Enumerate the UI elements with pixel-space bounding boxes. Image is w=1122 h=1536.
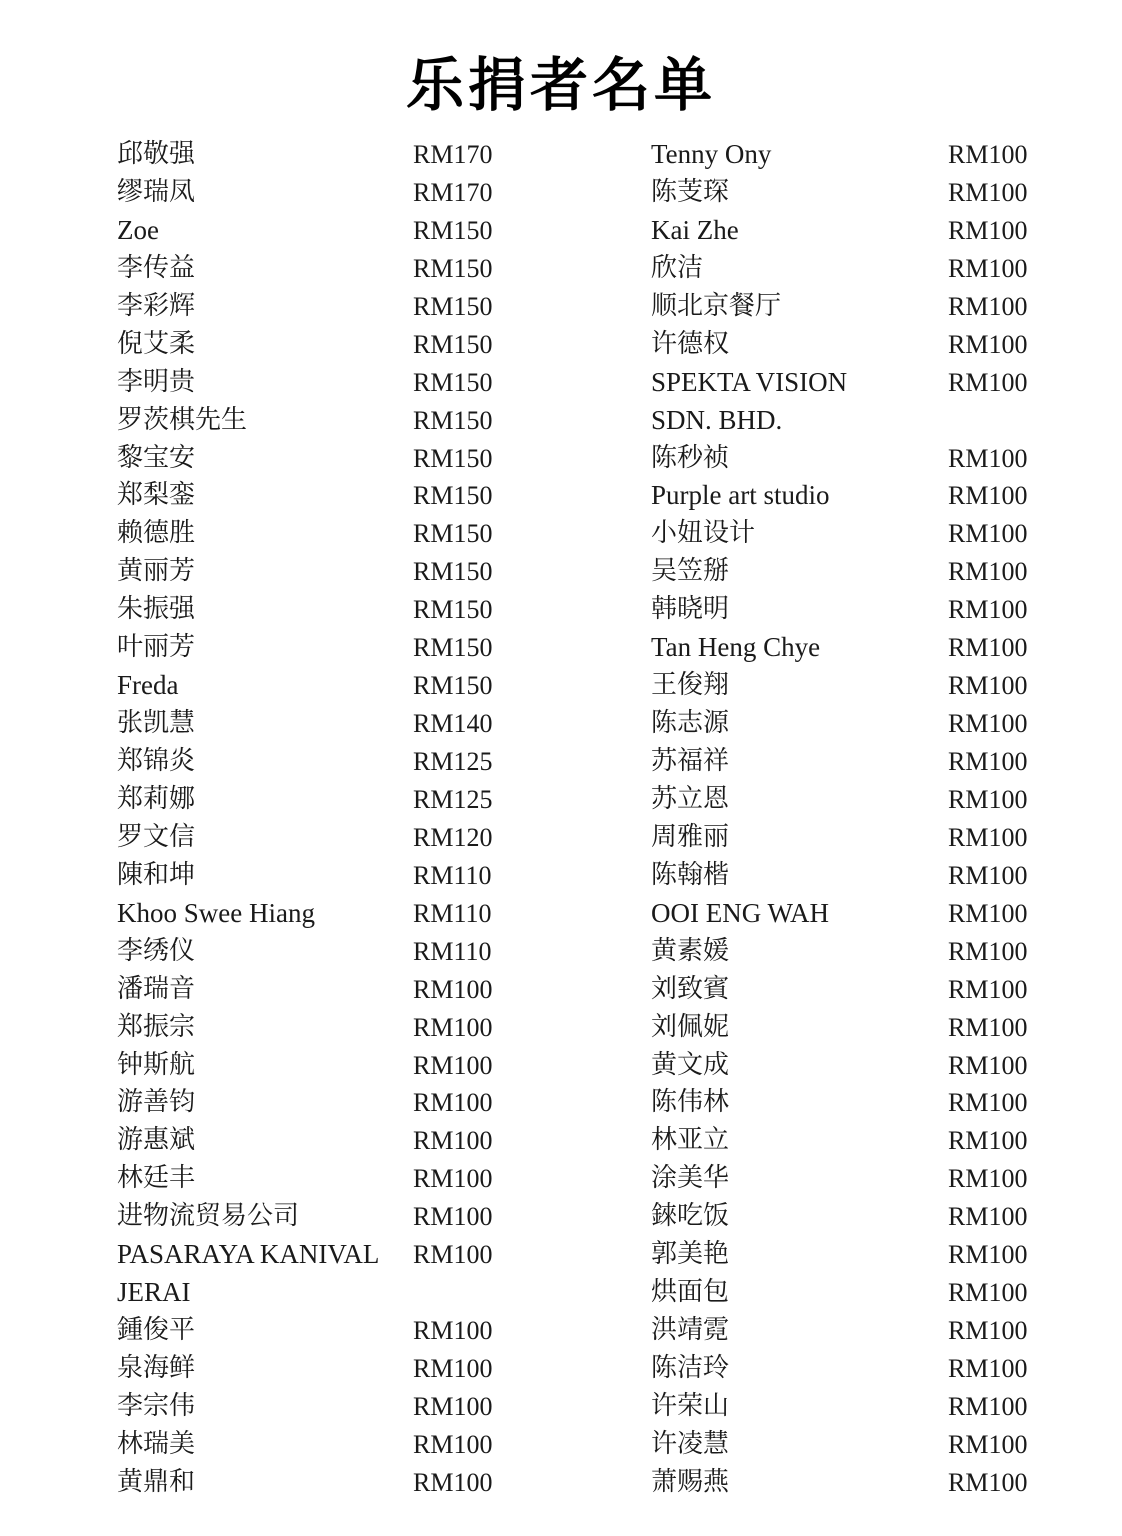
donor-row	[651, 326, 1051, 364]
donor-name: 罗文信	[117, 821, 196, 852]
donor-name: JERAI	[117, 1277, 191, 1308]
donor-name: SPEKTA VISION	[651, 366, 848, 397]
donor-row	[117, 705, 517, 743]
donor-name: 周雅丽	[651, 821, 730, 852]
donor-name: 黄素媛	[651, 935, 730, 966]
donor-name: 许荣山	[651, 1390, 730, 1421]
donor-name: Tan Heng Chye	[651, 632, 821, 663]
donor-row	[117, 667, 517, 705]
donor-row	[651, 819, 1051, 857]
donor-name: 陈翰楷	[651, 859, 730, 890]
donor-name: 许凌慧	[651, 1428, 730, 1459]
donation-amount: RM150	[413, 215, 493, 245]
donor-name: 欣洁	[651, 252, 704, 283]
donor-row	[651, 1009, 1051, 1047]
donor-row	[117, 819, 517, 857]
donation-amount: RM125	[413, 747, 493, 776]
page-title: 乐捐者名单	[405, 51, 716, 119]
donor-row	[651, 743, 1051, 781]
donation-amount: RM100	[948, 253, 1028, 283]
donor-name: 錸吃饭	[651, 1201, 730, 1232]
donor-row	[651, 1160, 1051, 1198]
donor-name: 苏立恩	[651, 783, 730, 814]
donation-amount: RM100	[413, 1467, 493, 1497]
donor-row	[117, 1350, 517, 1388]
donor-row	[117, 553, 517, 591]
donation-amount: RM100	[948, 215, 1028, 245]
donation-amount: RM100	[413, 1354, 493, 1383]
donor-name: SDN. BHD.	[651, 404, 783, 435]
donor-row	[651, 971, 1051, 1009]
donor-row	[117, 971, 517, 1009]
donation-amount: RM100	[413, 1202, 493, 1232]
donor-row	[651, 1122, 1051, 1160]
donor-row	[651, 629, 1051, 667]
donor-name: 吴笠掰	[651, 556, 730, 587]
donation-amount: RM100	[413, 1391, 493, 1421]
donation-amount: RM100	[948, 1126, 1028, 1156]
donor-row	[651, 933, 1051, 971]
donor-name: 苏福祥	[651, 746, 730, 776]
donor-name: 涂美华	[651, 1163, 730, 1194]
donor-name: 邱敬强	[117, 139, 196, 169]
donor-name: 李绣仪	[117, 935, 196, 966]
donor-row	[651, 212, 1051, 250]
donation-amount: RM150	[413, 367, 493, 397]
donor-row	[651, 1198, 1051, 1236]
donation-amount: RM150	[413, 481, 493, 511]
donor-row	[117, 1236, 517, 1274]
donor-row	[117, 1312, 517, 1350]
donor-row	[117, 629, 517, 667]
donor-name: Freda	[117, 670, 179, 701]
donor-row	[651, 402, 1051, 440]
donor-name: 钟斯航	[117, 1049, 196, 1080]
donor-name: Purple art studio	[651, 480, 830, 511]
donor-row	[117, 1198, 517, 1236]
donor-name: 倪艾柔	[117, 328, 196, 359]
donor-name: 李明贵	[117, 366, 196, 397]
donor-row	[117, 933, 517, 971]
donor-name: 郑梨銮	[117, 480, 196, 511]
donation-amount: RM100	[948, 140, 1028, 169]
donor-row	[117, 1464, 517, 1502]
donor-name: 李宗伟	[117, 1390, 196, 1421]
donor-row	[651, 1084, 1051, 1122]
donor-row	[117, 857, 517, 895]
donor-name: Kai Zhe	[651, 214, 739, 245]
donor-name: 林廷丰	[117, 1163, 196, 1194]
donation-amount: RM150	[413, 557, 493, 587]
donation-amount: RM100	[948, 1429, 1028, 1459]
donation-amount: RM150	[413, 443, 493, 473]
donor-row	[651, 440, 1051, 478]
donation-amount: RM100	[413, 1050, 493, 1080]
donation-amount: RM110	[413, 860, 492, 890]
donation-amount: RM100	[948, 1012, 1028, 1042]
donor-name: 罗茨棋先生	[117, 404, 248, 435]
donation-amount: RM100	[413, 1012, 493, 1042]
donor-row	[117, 1009, 517, 1047]
donor-name: 许德权	[651, 328, 730, 359]
donor-row	[117, 326, 517, 364]
donation-amount: RM150	[413, 633, 493, 663]
donor-row	[651, 1388, 1051, 1426]
donor-name: 潘瑞音	[117, 973, 196, 1004]
donation-amount: RM100	[948, 481, 1028, 511]
donor-row	[651, 591, 1051, 629]
donation-amount: RM100	[948, 557, 1028, 587]
donor-name: 缪瑞凤	[117, 176, 196, 207]
donor-row	[651, 781, 1051, 819]
donor-name: 郑锦炎	[117, 746, 196, 776]
donor-name: 叶丽芳	[117, 632, 196, 663]
donation-amount: RM100	[413, 1429, 493, 1459]
donation-amount: RM100	[948, 1202, 1028, 1232]
donor-name: 顺北京餐厅	[651, 290, 782, 321]
donation-amount: RM100	[948, 1278, 1028, 1308]
donor-row	[651, 174, 1051, 212]
donor-name: 刘佩妮	[651, 1011, 730, 1042]
donation-amount: RM100	[413, 1126, 493, 1156]
donation-amount: RM150	[413, 595, 493, 625]
donation-amount: RM100	[948, 367, 1028, 397]
donor-row	[117, 1426, 517, 1464]
donation-amount: RM100	[948, 936, 1028, 966]
donation-amount: RM100	[948, 709, 1028, 739]
donor-row	[117, 288, 517, 326]
donor-name: 鍾俊平	[117, 1315, 196, 1346]
donor-row	[651, 553, 1051, 591]
donation-amount: RM170	[413, 177, 493, 207]
donor-name: 郭美艳	[651, 1239, 730, 1270]
donor-row	[651, 1236, 1051, 1274]
donation-amount: RM100	[948, 1240, 1028, 1270]
donor-row	[117, 1274, 517, 1312]
donor-name: 黄文成	[651, 1049, 730, 1080]
donor-row	[117, 1084, 517, 1122]
donation-amount: RM100	[948, 1354, 1028, 1383]
donation-amount: RM100	[948, 1164, 1028, 1194]
donor-name: 陈伟林	[651, 1087, 730, 1118]
donation-amount: RM110	[413, 936, 492, 966]
donation-amount: RM100	[948, 633, 1028, 663]
donor-name: 烘面包	[651, 1277, 730, 1308]
donor-name: 黄丽芳	[117, 556, 196, 587]
donor-name: 游惠斌	[117, 1125, 196, 1156]
donor-row	[651, 364, 1051, 402]
donor-row	[651, 1312, 1051, 1350]
donation-amount: RM100	[948, 898, 1028, 928]
donation-amount: RM100	[948, 784, 1028, 814]
donor-row	[651, 1426, 1051, 1464]
donation-amount: RM100	[948, 1316, 1028, 1346]
donation-amount: RM100	[948, 1391, 1028, 1421]
donor-name: 郑振宗	[117, 1011, 196, 1042]
donor-name: 赖德胜	[117, 518, 196, 549]
donation-amount: RM100	[413, 1240, 493, 1270]
donor-row	[651, 477, 1051, 515]
donor-row	[651, 250, 1051, 288]
donor-row	[117, 515, 517, 553]
donor-row	[117, 781, 517, 819]
donor-name: PASARAYA KANIVAL	[117, 1239, 380, 1270]
donor-row	[651, 515, 1051, 553]
donor-row	[117, 1122, 517, 1160]
donor-name: OOI ENG WAH	[651, 897, 829, 928]
donation-amount: RM100	[413, 1164, 493, 1194]
donor-name: 进物流贸易公司	[117, 1201, 300, 1232]
donor-name: 陈洁玲	[651, 1353, 730, 1383]
donation-amount: RM170	[413, 140, 493, 169]
donation-amount: RM150	[413, 253, 493, 283]
donation-amount: RM100	[948, 1088, 1028, 1118]
donor-name: Zoe	[117, 214, 159, 245]
donation-amount: RM150	[413, 329, 493, 359]
donor-name: 泉海鲜	[117, 1353, 196, 1383]
donation-amount: RM100	[948, 822, 1028, 852]
donation-amount: RM150	[413, 671, 493, 701]
donor-row	[117, 250, 517, 288]
donation-amount: RM100	[413, 1088, 493, 1118]
donor-row	[651, 705, 1051, 743]
donation-amount: RM150	[413, 291, 493, 321]
donor-row	[651, 857, 1051, 895]
donor-name: 韩晓明	[651, 594, 730, 625]
donor-name: 小妞设计	[651, 518, 756, 549]
donor-name: 李传益	[117, 252, 196, 283]
donation-amount: RM100	[413, 974, 493, 1004]
donor-name: Tenny Ony	[651, 139, 772, 169]
donor-row	[651, 1350, 1051, 1388]
donation-amount: RM150	[413, 405, 493, 435]
donor-name: 陳和坤	[117, 859, 196, 890]
donor-row	[651, 288, 1051, 326]
donation-amount: RM100	[948, 860, 1028, 890]
donation-amount: RM100	[948, 291, 1028, 321]
donor-name: 洪靖霓	[651, 1315, 730, 1346]
donor-name: 黎宝安	[117, 442, 196, 473]
donor-name: 刘致賓	[651, 973, 730, 1004]
donation-amount: RM100	[948, 177, 1028, 207]
donation-amount: RM100	[948, 329, 1028, 359]
donor-row	[117, 440, 517, 478]
donor-row	[117, 364, 517, 402]
donation-amount: RM140	[413, 709, 493, 739]
donor-name: 陈志源	[651, 708, 730, 739]
donor-name: 陈芰琛	[651, 176, 730, 207]
donation-amount: RM150	[413, 519, 493, 549]
donor-row	[117, 402, 517, 440]
donor-row	[117, 1160, 517, 1198]
donor-name: 萧赐燕	[651, 1466, 730, 1497]
donor-name: 林亚立	[651, 1125, 730, 1156]
donor-row	[117, 1388, 517, 1426]
donor-name: 游善钧	[117, 1087, 196, 1118]
donor-name: 陈秒祯	[651, 442, 730, 473]
donor-row	[651, 895, 1051, 933]
donation-amount: RM100	[948, 747, 1028, 776]
donor-row	[651, 1047, 1051, 1085]
donor-name: 黄鼎和	[117, 1466, 196, 1497]
donor-row	[117, 1047, 517, 1085]
donor-name: Khoo Swee Hiang	[117, 897, 315, 928]
donation-amount: RM110	[413, 898, 492, 928]
donation-amount: RM100	[948, 443, 1028, 473]
donor-name: 林瑞美	[117, 1428, 196, 1459]
donor-row	[117, 174, 517, 212]
donor-name: 王俊翔	[651, 670, 730, 701]
donation-amount: RM125	[413, 784, 493, 814]
donation-amount: RM120	[413, 822, 493, 852]
donor-name: 李彩辉	[117, 290, 196, 321]
donor-row	[651, 1274, 1051, 1312]
donor-row	[117, 591, 517, 629]
donor-row	[117, 136, 517, 174]
donor-name: 郑莉娜	[117, 783, 196, 814]
donor-list-right	[651, 136, 1051, 1502]
donation-amount: RM100	[413, 1316, 493, 1346]
donor-name: 朱振强	[117, 594, 196, 625]
donor-row	[651, 1464, 1051, 1502]
donation-amount: RM100	[948, 519, 1028, 549]
donor-row	[117, 895, 517, 933]
donor-row	[651, 667, 1051, 705]
donation-amount: RM100	[948, 1050, 1028, 1080]
donation-amount: RM100	[948, 974, 1028, 1004]
donor-list-left	[117, 136, 517, 1502]
donation-amount: RM100	[948, 671, 1028, 701]
donor-name: 张凯慧	[117, 708, 196, 739]
donor-row	[117, 743, 517, 781]
donor-row	[651, 136, 1051, 174]
donation-amount: RM100	[948, 595, 1028, 625]
donation-amount: RM100	[948, 1467, 1028, 1497]
donor-row	[117, 477, 517, 515]
donor-row	[117, 212, 517, 250]
